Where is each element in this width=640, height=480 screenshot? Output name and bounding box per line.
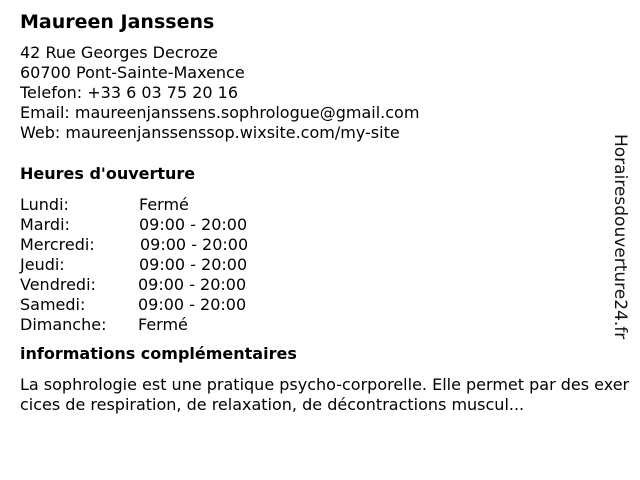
day-label: Jeudi: [20, 255, 65, 274]
day-hours: Fermé [138, 315, 188, 334]
phone-line[interactable]: Telefon: +33 6 03 75 20 16 [20, 83, 239, 102]
day-hours: 09:00 - 20:00 [139, 215, 248, 234]
day-hours: Fermé [139, 195, 189, 214]
day-label: Mardi: [20, 215, 70, 234]
hours-row-mercredi [20, 235, 630, 255]
opening-hours-title: Heures d'ouverture [20, 164, 196, 183]
day-hours: 09:00 - 20:00 [138, 275, 247, 294]
hours-row-mardi [20, 215, 630, 235]
address-street: 42 Rue Georges Decroze [20, 43, 218, 62]
business-name: Maureen Janssens [20, 11, 215, 33]
day-label: Mercredi: [20, 235, 95, 254]
opening-hours-table [20, 195, 630, 335]
hours-row-vendredi [20, 275, 630, 295]
address-city: 60700 Pont-Sainte-Maxence [20, 63, 245, 82]
web-line[interactable]: Web: maureenjanssenssop.wixsite.com/my-site [20, 123, 400, 142]
additional-info-title: informations complémentaires [20, 344, 297, 363]
hours-row-jeudi [20, 255, 630, 275]
day-hours: 09:00 - 20:00 [139, 255, 248, 274]
additional-info-text: La sophrologie est une pratique psycho-corporelle. Elle permet par des exercices de respiration, de relaxation, de décontractions muscul... [20, 375, 630, 414]
hours-row-dimanche [20, 315, 630, 335]
day-hours: 09:00 - 20:00 [138, 295, 247, 314]
hours-row-lundi [20, 195, 630, 215]
business-card [20, 9, 630, 415]
email-line[interactable]: Email: maureenjanssens.sophrologue@gmail.com [20, 103, 420, 122]
day-label: Dimanche: [20, 315, 107, 334]
day-label: Samedi: [20, 295, 86, 314]
day-label: Vendredi: [20, 275, 96, 294]
day-label: Lundi: [20, 195, 69, 214]
day-hours: 09:00 - 20:00 [140, 235, 249, 254]
hours-row-samedi [20, 295, 630, 315]
site-watermark: Horairesdouverture24.fr [610, 134, 630, 340]
